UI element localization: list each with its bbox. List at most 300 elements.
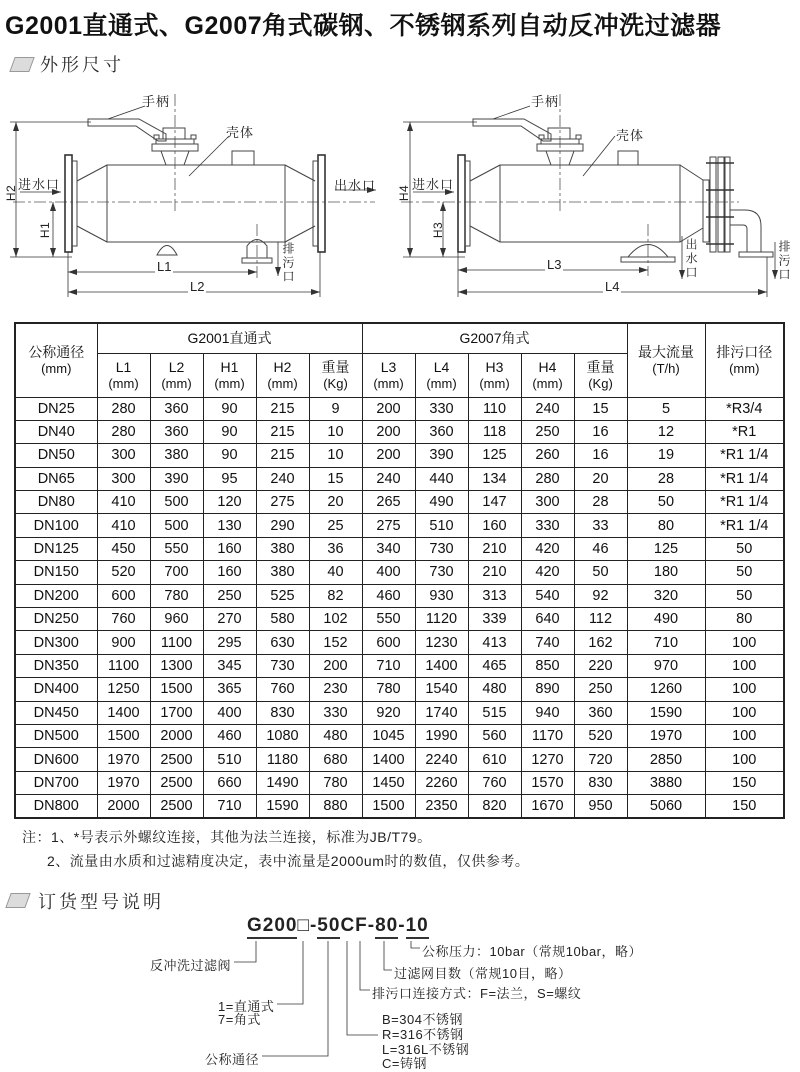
row-header-dn: DN450 xyxy=(15,701,97,724)
table-cell: 102 xyxy=(309,608,362,631)
table-cell: 345 xyxy=(203,654,256,677)
dim-l3: L3 xyxy=(547,257,562,272)
table-cell: 1270 xyxy=(521,748,574,771)
column-header: 最大流量 (T/h) xyxy=(627,323,705,397)
table-cell: 150 xyxy=(705,771,784,794)
table-cell: 1100 xyxy=(150,631,203,654)
table-cell: 90 xyxy=(203,420,256,443)
table-cell: 1180 xyxy=(256,748,309,771)
table-cell: 20 xyxy=(309,491,362,514)
column-header: H2 (mm) xyxy=(256,353,309,397)
table-cell: 1400 xyxy=(415,654,468,677)
table-cell: 730 xyxy=(415,561,468,584)
table-row xyxy=(15,537,784,560)
table-cell: 2260 xyxy=(415,771,468,794)
table-cell: 200 xyxy=(362,397,415,420)
table-row xyxy=(15,444,784,467)
table-cell: 300 xyxy=(97,444,150,467)
section-marker-icon xyxy=(5,893,30,908)
table-cell: 450 xyxy=(97,537,150,560)
table-cell: 16 xyxy=(574,444,627,467)
table-cell: 465 xyxy=(468,654,521,677)
table-cell: 880 xyxy=(309,795,362,818)
table-cell: 125 xyxy=(627,537,705,560)
table-cell: 330 xyxy=(521,514,574,537)
table-cell: 740 xyxy=(521,631,574,654)
column-header: 公称通径 (mm) xyxy=(15,323,97,397)
table-cell: 900 xyxy=(97,631,150,654)
table-cell: 280 xyxy=(521,467,574,490)
table-cell: 950 xyxy=(574,795,627,818)
table-cell: *R1 1/4 xyxy=(705,514,784,537)
spec-table xyxy=(14,322,785,819)
table-cell: 2000 xyxy=(97,795,150,818)
drain-elbow xyxy=(706,157,773,257)
table-cell: 100 xyxy=(705,631,784,654)
table-cell: *R1 1/4 xyxy=(705,491,784,514)
column-header: 重量 (Kg) xyxy=(574,353,627,397)
table-cell: 100 xyxy=(705,724,784,747)
table-cell: 330 xyxy=(309,701,362,724)
row-header-dn: DN800 xyxy=(15,795,97,818)
column-header: L4 (mm) xyxy=(415,353,468,397)
dim-h2: H2 xyxy=(4,184,18,202)
table-cell: 16 xyxy=(574,420,627,443)
table-cell: 710 xyxy=(362,654,415,677)
table-cell: 180 xyxy=(627,561,705,584)
note-1: 注：1、*号表示外螺纹连接，其他为法兰连接，标准为JB/T79。 xyxy=(22,829,432,845)
row-header-dn: DN500 xyxy=(15,724,97,747)
table-cell: 413 xyxy=(468,631,521,654)
table-cell: 600 xyxy=(97,584,150,607)
table-cell: 520 xyxy=(574,724,627,747)
table-cell: 210 xyxy=(468,561,521,584)
label-inlet: 进水口 xyxy=(412,177,455,192)
table-cell: 480 xyxy=(309,724,362,747)
table-cell: 1570 xyxy=(521,771,574,794)
table-cell: 510 xyxy=(203,748,256,771)
table-row xyxy=(15,654,784,677)
row-header-dn: DN150 xyxy=(15,561,97,584)
table-cell: 92 xyxy=(574,584,627,607)
table-cell: 9 xyxy=(309,397,362,420)
table-cell: 200 xyxy=(362,444,415,467)
table-cell: 10 xyxy=(309,444,362,467)
table-cell: 2500 xyxy=(150,795,203,818)
table-cell: 134 xyxy=(468,467,521,490)
row-header-dn: DN80 xyxy=(15,491,97,514)
row-header-dn: DN350 xyxy=(15,654,97,677)
table-cell: 760 xyxy=(256,678,309,701)
order-label-dn: 公称通径 xyxy=(205,1052,260,1067)
table-cell: 162 xyxy=(574,631,627,654)
table-row xyxy=(15,397,784,420)
label-drain-port: 排污口 xyxy=(281,242,295,284)
table-cell: 100 xyxy=(705,748,784,771)
table-cell: 1500 xyxy=(150,678,203,701)
table-row xyxy=(15,584,784,607)
table-row xyxy=(15,631,784,654)
table-cell: 90 xyxy=(203,397,256,420)
table-cell: 50 xyxy=(705,561,784,584)
column-header: G2007角式 xyxy=(362,323,627,353)
table-cell: 82 xyxy=(309,584,362,607)
table-cell: 50 xyxy=(705,537,784,560)
column-header: H1 (mm) xyxy=(203,353,256,397)
table-cell: 1400 xyxy=(97,701,150,724)
table-cell: 270 xyxy=(203,608,256,631)
table-cell: 118 xyxy=(468,420,521,443)
valve-and-handle xyxy=(473,119,583,165)
table-cell: 890 xyxy=(521,678,574,701)
order-label-pressure: 公称压力：10bar（常规10bar，略） xyxy=(422,944,642,959)
table-cell: 490 xyxy=(627,608,705,631)
table-cell: 730 xyxy=(256,654,309,677)
table-cell: 28 xyxy=(627,467,705,490)
order-label-type1: 1=直通式 xyxy=(218,999,275,1014)
order-model-diagram xyxy=(0,915,800,1071)
table-cell: 560 xyxy=(468,724,521,747)
table-cell: 340 xyxy=(362,537,415,560)
label-inlet: 进水口 xyxy=(18,177,61,192)
table-cell: 280 xyxy=(97,397,150,420)
label-drain-port: 排污口 xyxy=(777,240,791,282)
table-cell: 150 xyxy=(705,795,784,818)
order-label-material-316l: L=316L不锈钢 xyxy=(382,1042,470,1057)
table-cell: 390 xyxy=(415,444,468,467)
table-cell: 1990 xyxy=(415,724,468,747)
table-cell: 300 xyxy=(97,467,150,490)
table-cell: 410 xyxy=(97,514,150,537)
table-cell: 780 xyxy=(150,584,203,607)
table-cell: 12 xyxy=(627,420,705,443)
table-cell: 850 xyxy=(521,654,574,677)
column-header: H3 (mm) xyxy=(468,353,521,397)
order-label-type7: 7=角式 xyxy=(218,1012,261,1027)
table-cell: 780 xyxy=(309,771,362,794)
table-cell: 19 xyxy=(627,444,705,467)
code-mesh: 80 xyxy=(375,915,398,939)
table-cell: 1670 xyxy=(521,795,574,818)
dimension-drawings xyxy=(0,86,800,318)
table-cell: 1700 xyxy=(150,701,203,724)
dim-l1: L1 xyxy=(157,259,172,274)
section-title-dimensions: 外形尺寸 xyxy=(40,55,124,75)
table-cell: 710 xyxy=(203,795,256,818)
table-cell: 2850 xyxy=(627,748,705,771)
table-cell: 15 xyxy=(309,467,362,490)
vessel-body xyxy=(65,151,325,252)
table-cell: 420 xyxy=(521,537,574,560)
table-cell: 830 xyxy=(256,701,309,724)
table-cell: 440 xyxy=(415,467,468,490)
table-cell: 1250 xyxy=(97,678,150,701)
table-cell: 240 xyxy=(521,397,574,420)
table-cell: 215 xyxy=(256,420,309,443)
table-cell: 360 xyxy=(150,397,203,420)
dim-h3: H3 xyxy=(431,221,445,239)
table-cell: 2350 xyxy=(415,795,468,818)
code-dn: 50 xyxy=(317,915,340,939)
table-cell: 420 xyxy=(521,561,574,584)
row-header-dn: DN200 xyxy=(15,584,97,607)
table-cell: 1045 xyxy=(362,724,415,747)
row-header-dn: DN40 xyxy=(15,420,97,443)
table-cell: 1500 xyxy=(97,724,150,747)
table-cell: 360 xyxy=(574,701,627,724)
table-cell: 600 xyxy=(362,631,415,654)
column-header: L3 (mm) xyxy=(362,353,415,397)
order-label-material-316: R=316不锈钢 xyxy=(382,1027,464,1042)
note-2: 2、流量由水质和过滤精度决定，表中流量是2000um时的数值，仅供参考。 xyxy=(47,853,530,869)
row-header-dn: DN100 xyxy=(15,514,97,537)
dim-h1: H1 xyxy=(38,221,52,239)
table-cell: 1170 xyxy=(521,724,574,747)
table-cell: 265 xyxy=(362,491,415,514)
row-header-dn: DN250 xyxy=(15,608,97,631)
table-cell: 200 xyxy=(362,420,415,443)
table-cell: 480 xyxy=(468,678,521,701)
table-cell: 920 xyxy=(362,701,415,724)
table-cell: 50 xyxy=(574,561,627,584)
table-cell: 40 xyxy=(309,561,362,584)
table-cell: 50 xyxy=(627,491,705,514)
table-cell: 630 xyxy=(256,631,309,654)
table-cell: 390 xyxy=(150,467,203,490)
table-cell: 610 xyxy=(468,748,521,771)
table-cell: 200 xyxy=(309,654,362,677)
table-cell: 660 xyxy=(203,771,256,794)
code-type-box: □ xyxy=(297,915,310,936)
table-row xyxy=(15,771,784,794)
table-cell: 100 xyxy=(705,654,784,677)
table-cell: 300 xyxy=(521,491,574,514)
table-cell: 80 xyxy=(705,608,784,631)
table-cell: 275 xyxy=(362,514,415,537)
table-cell: 1120 xyxy=(415,608,468,631)
table-cell: 313 xyxy=(468,584,521,607)
table-cell: 250 xyxy=(574,678,627,701)
table-cell: 780 xyxy=(362,678,415,701)
table-cell: *R1 xyxy=(705,420,784,443)
table-cell: 1100 xyxy=(97,654,150,677)
table-cell: 1970 xyxy=(97,771,150,794)
table-cell: 1740 xyxy=(415,701,468,724)
table-cell: 400 xyxy=(203,701,256,724)
table-cell: 275 xyxy=(256,491,309,514)
order-label-material-304: B=304不锈钢 xyxy=(382,1012,463,1027)
table-cell: 295 xyxy=(203,631,256,654)
table-cell: 550 xyxy=(150,537,203,560)
column-header: G2001直通式 xyxy=(97,323,362,353)
table-cell: 160 xyxy=(468,514,521,537)
table-cell: 3880 xyxy=(627,771,705,794)
dim-l2: L2 xyxy=(190,279,205,294)
table-cell: 410 xyxy=(97,491,150,514)
code-series: G200 xyxy=(247,915,297,939)
table-cell: 220 xyxy=(574,654,627,677)
table-cell: 147 xyxy=(468,491,521,514)
table-cell: 1590 xyxy=(627,701,705,724)
vessel-body xyxy=(458,151,709,252)
table-cell: 152 xyxy=(309,631,362,654)
table-cell: 1230 xyxy=(415,631,468,654)
table-cell: 1450 xyxy=(362,771,415,794)
order-label-material-cast: C=铸钢 xyxy=(382,1056,427,1071)
table-row xyxy=(15,678,784,701)
order-label-mesh: 过滤网目数（常规10目，略） xyxy=(394,966,572,981)
table-cell: 20 xyxy=(574,467,627,490)
row-header-dn: DN50 xyxy=(15,444,97,467)
table-cell: 1970 xyxy=(627,724,705,747)
table-cell: 50 xyxy=(705,584,784,607)
table-row xyxy=(15,467,784,490)
table-cell: 120 xyxy=(203,491,256,514)
table-row xyxy=(15,701,784,724)
table-cell: 720 xyxy=(574,748,627,771)
label-outlet: 出水口 xyxy=(334,178,377,193)
table-cell: 380 xyxy=(256,561,309,584)
table-cell: 380 xyxy=(256,537,309,560)
table-cell: 130 xyxy=(203,514,256,537)
table-cell: 1970 xyxy=(97,748,150,771)
column-header: L1 (mm) xyxy=(97,353,150,397)
table-cell: 730 xyxy=(415,537,468,560)
table-cell: 1400 xyxy=(362,748,415,771)
table-cell: 760 xyxy=(468,771,521,794)
order-label-drain-connection: 排污口连接方式：F=法兰，S=螺纹 xyxy=(372,986,582,1001)
table-cell: *R1 1/4 xyxy=(705,444,784,467)
table-cell: 210 xyxy=(468,537,521,560)
table-row xyxy=(15,748,784,771)
table-cell: 2000 xyxy=(150,724,203,747)
table-cell: 550 xyxy=(362,608,415,631)
table-cell: *R1 1/4 xyxy=(705,467,784,490)
table-cell: 100 xyxy=(705,678,784,701)
table-cell: 15 xyxy=(574,397,627,420)
table-cell: 46 xyxy=(574,537,627,560)
table-cell: 290 xyxy=(256,514,309,537)
table-cell: 36 xyxy=(309,537,362,560)
table-cell: 2500 xyxy=(150,748,203,771)
table-cell: 1500 xyxy=(362,795,415,818)
table-cell: 380 xyxy=(150,444,203,467)
column-header: 排污口径 (mm) xyxy=(705,323,784,397)
label-outlet-port: 出水口 xyxy=(684,238,698,280)
table-row xyxy=(15,724,784,747)
column-header: L2 (mm) xyxy=(150,353,203,397)
table-cell: 100 xyxy=(705,701,784,724)
table-cell: 110 xyxy=(468,397,521,420)
table-cell: 230 xyxy=(309,678,362,701)
code-pressure: 10 xyxy=(406,915,429,939)
table-cell: 10 xyxy=(309,420,362,443)
table-cell: 360 xyxy=(415,420,468,443)
table-cell: 112 xyxy=(574,608,627,631)
table-cell: 5060 xyxy=(627,795,705,818)
table-cell: 240 xyxy=(256,467,309,490)
table-row xyxy=(15,514,784,537)
column-header: H4 (mm) xyxy=(521,353,574,397)
drawing-g2007-angle xyxy=(393,86,800,318)
table-cell: 960 xyxy=(150,608,203,631)
table-cell: 260 xyxy=(521,444,574,467)
table-cell: 240 xyxy=(362,467,415,490)
table-cell: 25 xyxy=(309,514,362,537)
table-cell: 365 xyxy=(203,678,256,701)
table-cell: 160 xyxy=(203,561,256,584)
table-cell: 33 xyxy=(574,514,627,537)
code-material-conn: CF xyxy=(340,915,368,936)
order-code: G200□-50CF-80-10 xyxy=(247,915,429,937)
table-cell: *R3/4 xyxy=(705,397,784,420)
section-title-ordering: 订货型号说明 xyxy=(38,892,164,912)
table-cell: 760 xyxy=(97,608,150,631)
valve-and-handle xyxy=(88,119,198,165)
table-cell: 710 xyxy=(627,631,705,654)
table-cell: 930 xyxy=(415,584,468,607)
table-cell: 160 xyxy=(203,537,256,560)
row-header-dn: DN700 xyxy=(15,771,97,794)
table-cell: 700 xyxy=(150,561,203,584)
table-cell: 95 xyxy=(203,467,256,490)
label-handle: 手柄 xyxy=(531,94,560,109)
dim-l4: L4 xyxy=(605,279,620,294)
table-cell: 90 xyxy=(203,444,256,467)
table-cell: 360 xyxy=(150,420,203,443)
table-cell: 320 xyxy=(627,584,705,607)
table-cell: 400 xyxy=(362,561,415,584)
table-cell: 640 xyxy=(521,608,574,631)
table-cell: 250 xyxy=(521,420,574,443)
row-header-dn: DN300 xyxy=(15,631,97,654)
table-cell: 525 xyxy=(256,584,309,607)
table-cell: 280 xyxy=(97,420,150,443)
table-cell: 125 xyxy=(468,444,521,467)
table-row xyxy=(15,795,784,818)
table-cell: 490 xyxy=(415,491,468,514)
table-cell: 28 xyxy=(574,491,627,514)
table-cell: 1540 xyxy=(415,678,468,701)
table-cell: 2500 xyxy=(150,771,203,794)
row-header-dn: DN600 xyxy=(15,748,97,771)
table-cell: 339 xyxy=(468,608,521,631)
table-cell: 5 xyxy=(627,397,705,420)
table-cell: 515 xyxy=(468,701,521,724)
table-row xyxy=(15,491,784,514)
table-cell: 460 xyxy=(203,724,256,747)
table-cell: 215 xyxy=(256,397,309,420)
table-cell: 250 xyxy=(203,584,256,607)
table-cell: 1260 xyxy=(627,678,705,701)
table-cell: 830 xyxy=(574,771,627,794)
dim-h4: H4 xyxy=(397,184,411,202)
table-cell: 500 xyxy=(150,514,203,537)
table-row xyxy=(15,420,784,443)
table-cell: 500 xyxy=(150,491,203,514)
table-cell: 580 xyxy=(256,608,309,631)
table-cell: 970 xyxy=(627,654,705,677)
order-label-valve: 反冲洗过滤阀 xyxy=(150,958,232,973)
table-cell: 540 xyxy=(521,584,574,607)
table-cell: 330 xyxy=(415,397,468,420)
table-cell: 820 xyxy=(468,795,521,818)
table-cell: 215 xyxy=(256,444,309,467)
label-handle: 手柄 xyxy=(142,94,171,109)
table-cell: 2240 xyxy=(415,748,468,771)
table-cell: 1300 xyxy=(150,654,203,677)
page-title: G2001直通式、G2007角式碳钢、不锈钢系列自动反冲洗过滤器 xyxy=(5,12,722,40)
